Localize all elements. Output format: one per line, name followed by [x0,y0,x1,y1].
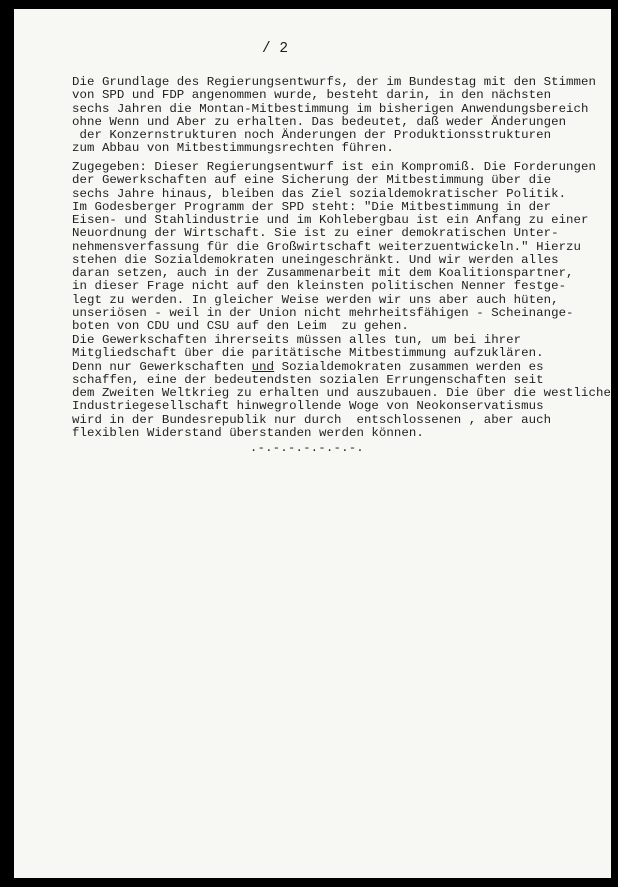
text-line: Die Gewerkschaften ihrerseits müssen alles tun, um bei ihrer [72,333,522,347]
paragraph-3 [72,334,611,440]
separator-line: .-.-.-.-.-.-.-. [250,441,365,455]
text-line: nehmensverfassung für die Großwirtschaft weiterzuentwickeln." Hierzu [72,239,582,254]
text-line: der Gewerkschaften auf eine Sicherung der Mitbestimmung über die [72,173,552,188]
text-line: in dieser Frage nicht auf den kleinsten politischen Nenner festge- [72,279,567,294]
text-line: wird in der Bundesrepublik nur durch entschlossenen , aber auch [72,412,552,427]
text-line: Neuordnung der Wirtschaft. Sie ist zu einer demokratischen Unter- [72,226,559,241]
text-line: Im Godesberger Programm der SPD steht: "Die Mitbestimmung in der [72,199,552,214]
text-line: dem Zweiten Weltkrieg zu erhalten und auszubauen. Die über die westliche [72,386,611,400]
text-line: Die Grundlage des Regierungsentwurfs, der im Bundestag mit den Stimmen [72,75,596,89]
text-line: Eisen- und Stahlindustrie und im Kohlebergbau ist ein Anfang zu einer [72,213,589,227]
text-line: ohne Wenn und Aber zu erhalten. Das bedeutet, daß weder Änderungen [72,114,567,129]
paragraph-2 [72,161,596,333]
text-line: der Konzernstrukturen noch Änderungen der Produktionsstrukturen [72,128,552,142]
text-line: schaffen, eine der bedeutendsten sozialen Errungenschaften seit [72,372,544,387]
text-line: zum Abbau von Mitbestimmungsrechten führen. [72,141,394,156]
text-line: legt zu werden. In gleicher Weise werden wir uns aber auch hüten, [72,292,559,307]
text-line: daran setzen, auch in der Zusammenarbeit mit dem Koalitionspartner, [72,266,574,280]
text-line: unseriösen - weil in der Union nicht mehrheitsfähigen - Scheinange- [72,305,574,320]
text-line: Zugegeben: Dieser Regierungsentwurf ist ein Kompromiß. Die Forderungen [72,160,596,174]
text-line: Mitgliedschaft über die paritätische Mitbestimmung aufzuklären. [72,346,544,361]
text-line: Industriegesellschaft hinwegrollende Woge von Neokonservatismus [72,399,544,414]
text-line: sechs Jahre hinaus, bleiben das Ziel sozialdemokratischer Politik. [72,186,567,201]
text-line: von SPD und FDP angenommen wurde, besteht darin, in den nächsten [72,88,552,103]
text-line: flexiblen Widerstand überstanden werden können. [72,425,424,440]
text-line-underlined: Denn nur Gewerkschaften und Sozialdemokraten zusammen werden es [72,359,544,374]
text-line: sechs Jahren die Montan-Mitbestimmung im bisherigen Anwendungsbereich [72,101,589,116]
paragraph-1 [72,76,596,156]
text-line: boten von CDU und CSU auf den Leim zu gehen. [72,319,409,333]
document-page [14,9,611,878]
text-line: stehen die Sozialdemokraten uneingeschränkt. Und wir werden alles [72,252,559,267]
underlined-word: und [251,359,275,374]
page-number: / 2 [262,41,289,57]
